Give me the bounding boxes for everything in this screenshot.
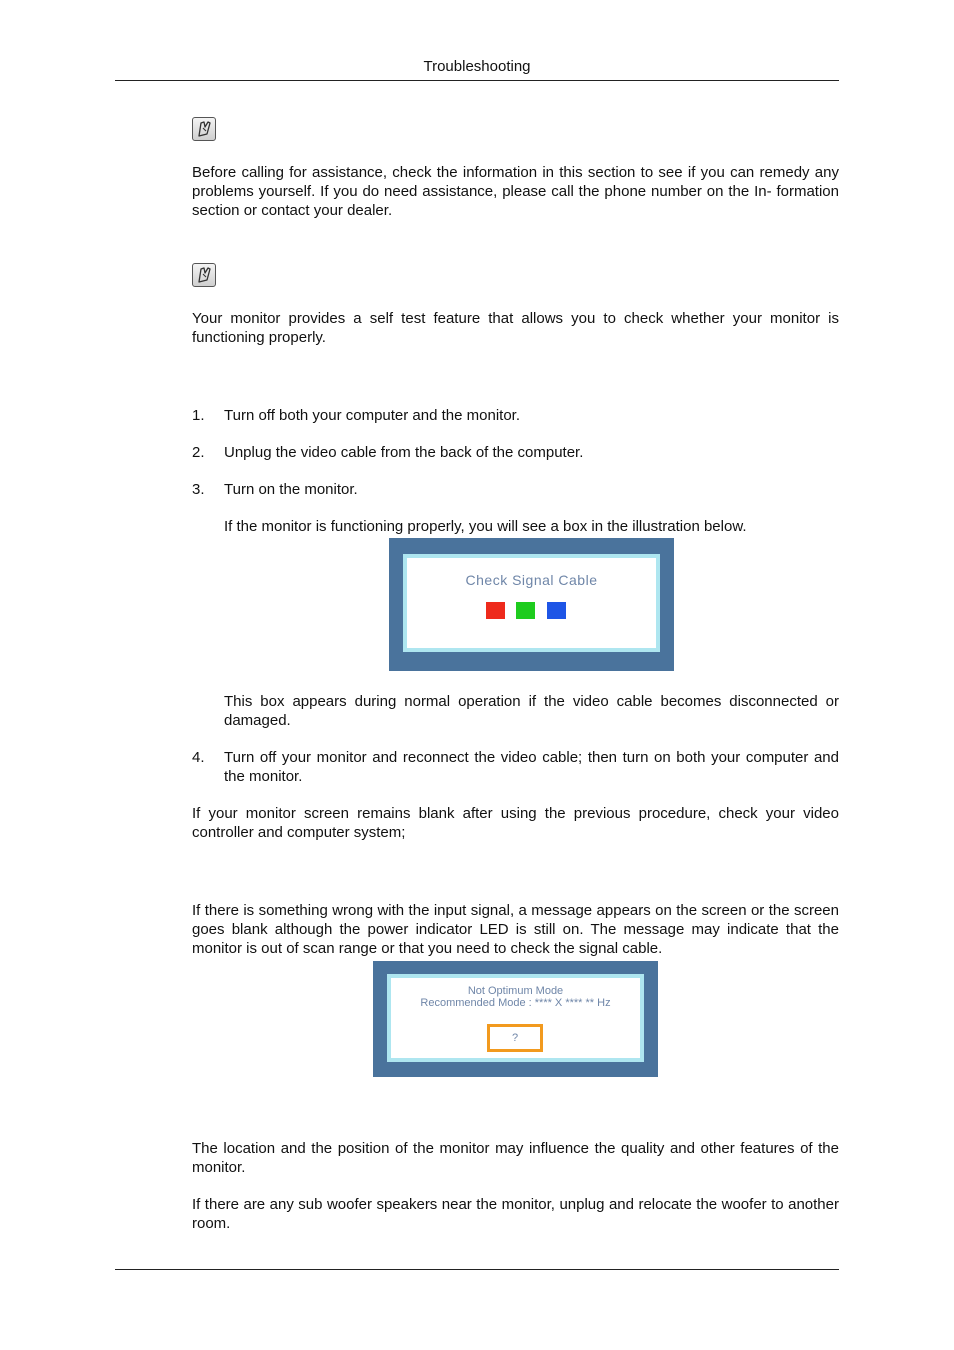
step-number: 3. (192, 481, 205, 498)
check-signal-cable-illustration (389, 538, 674, 671)
page-header-title: Troubleshooting (423, 58, 531, 75)
step-text: Turn off both your computer and the monitor. (224, 407, 521, 424)
self-test-paragraph: Your monitor provides a self test feature that allows you to check whether your monitor is functioning properly. (192, 310, 839, 346)
green-square (516, 602, 535, 619)
blue-square (547, 602, 566, 619)
message-box (403, 554, 660, 652)
step-text: Turn on the monitor. (224, 481, 358, 498)
intro-paragraph: Before calling for assistance, check the information in this section to see if you can remedy any problems yourself. If you do need assistance, please call the phone number on the In- formation section or contact your dealer. (192, 164, 839, 219)
message-box (387, 974, 644, 1062)
step-text: Unplug the video cable from the back of the computer. (224, 444, 584, 461)
message-line-1: Not Optimum Mode (467, 985, 564, 997)
help-button: ? (487, 1024, 543, 1052)
environment-paragraph-2: If there are any sub woofer speakers near the monitor, unplug and relocate the woofer to another room. (192, 1196, 839, 1232)
after-procedure-paragraph: If your monitor screen remains blank after using the previous procedure, check your video controller and computer system; (192, 805, 839, 841)
step3-note: If the monitor is functioning properly, you will see a box in the illustration below. (224, 518, 747, 535)
not-optimum-mode-illustration (373, 961, 658, 1077)
step-number: 1. (192, 407, 205, 424)
header-divider (115, 80, 839, 81)
environment-paragraph-1: The location and the position of the monitor may influence the quality and other features of the monitor. (192, 1140, 839, 1176)
note-icon (192, 117, 216, 141)
note-icon (192, 263, 216, 287)
step-number: 4. (192, 749, 205, 766)
message-title: Check Signal Cable (465, 572, 598, 588)
red-square (486, 602, 505, 619)
message-line-2: Recommended Mode : **** X **** ** Hz (420, 997, 611, 1009)
step-text: Turn off your monitor and reconnect the video cable; then turn on both your computer and the monitor. (224, 749, 839, 785)
footer-divider (115, 1269, 839, 1270)
box-note-paragraph: This box appears during normal operation if the video cable becomes disconnected or damaged. (224, 693, 839, 729)
step-number: 2. (192, 444, 205, 461)
warning-paragraph: If there is something wrong with the input signal, a message appears on the screen or the screen goes blank although the power indicator LED is still on. The message may indicate that the monitor is out of scan range or that you need to check the signal cable. (192, 902, 839, 957)
